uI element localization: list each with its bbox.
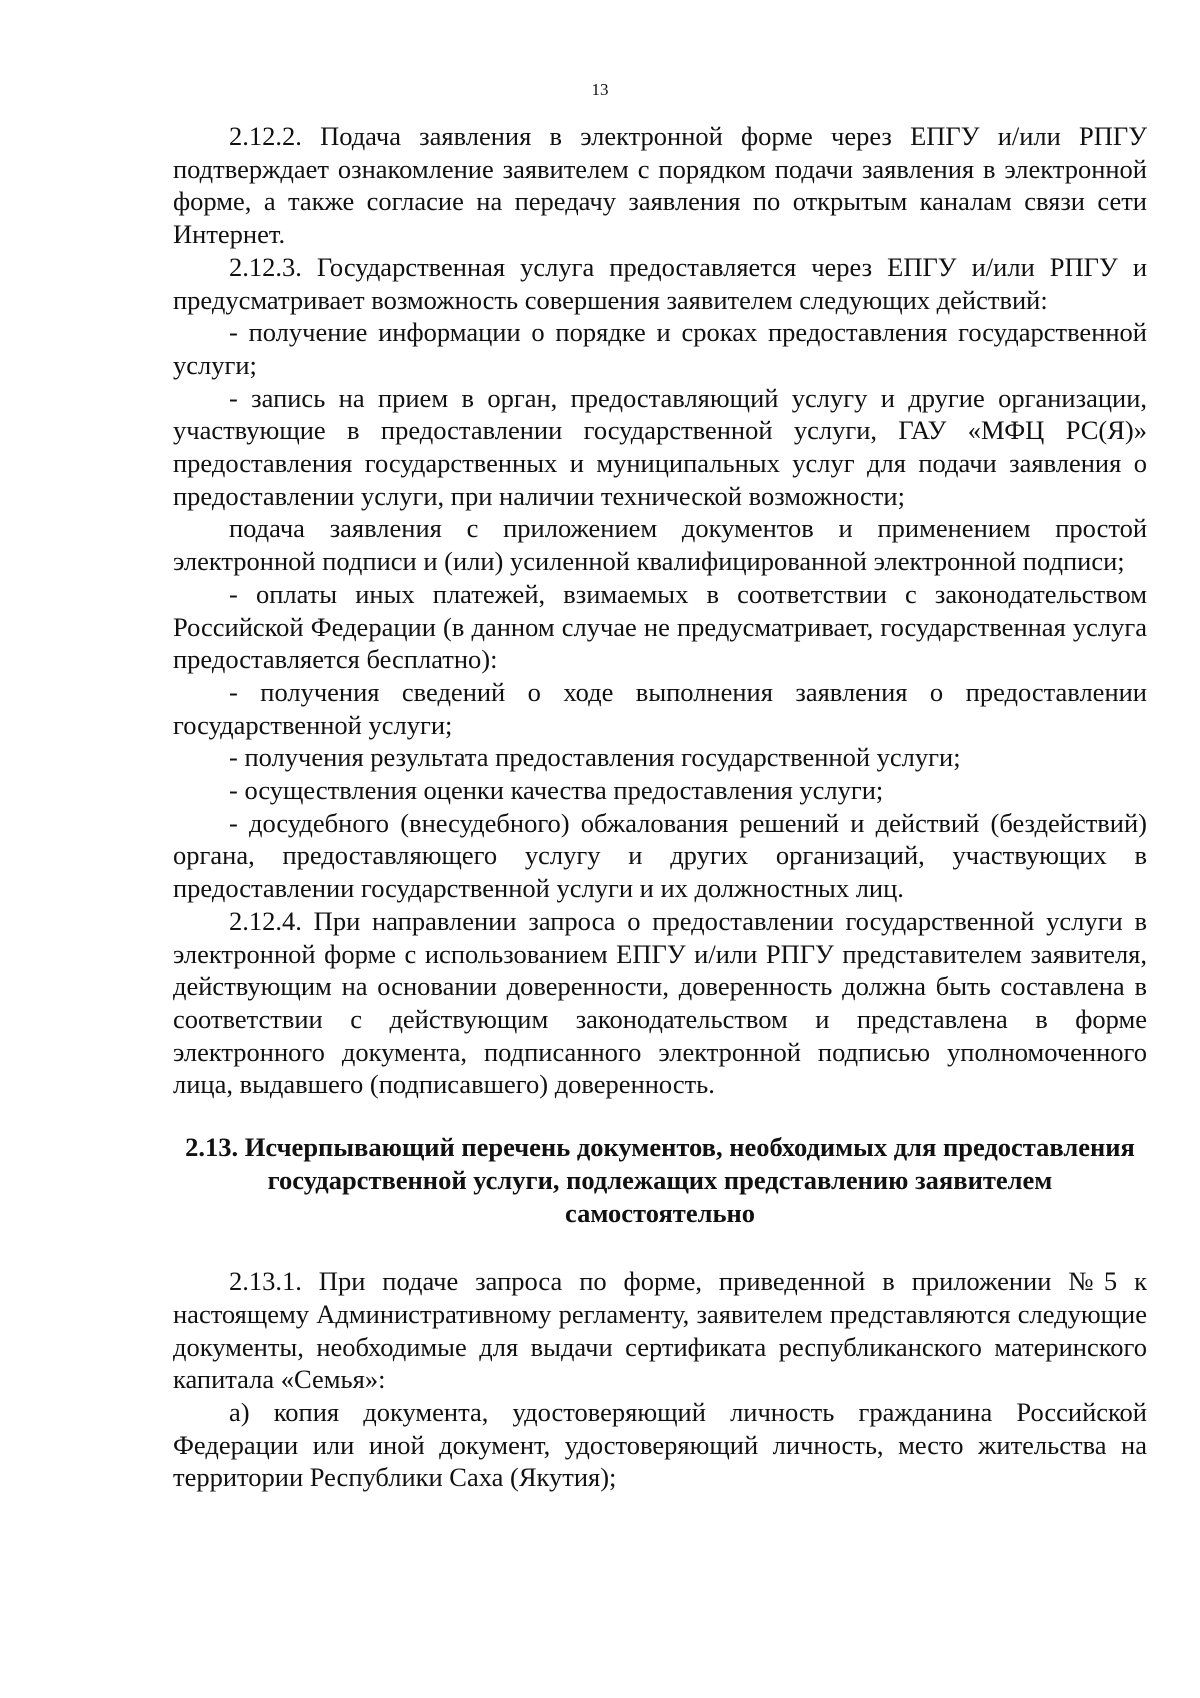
paragraph-2-12-4: 2.12.4. При направлении запроса о предоставлении государственной услуги в электронной форме с использованием ЕПГУ и/или РПГУ представителем заявителя, действующим на основании доверенности, доверенность должна быть составлена в соответствии с действующим законодательством и представлена в форме электронного документа, подписанного электронной подписью уполномоченного лица, выдавшего (подписавшего) доверенность. (173, 905, 1147, 1100)
list-item-a: а) копия документа, удостоверяющий личность гражданина Российской Федерации или иной документ, удостоверяющий личность, место жительства на территории Республики Саха (Якутия); (173, 1397, 1147, 1493)
section-heading-2-13: 2.13. Исчерпывающий перечень документов, необходимых для предоставления государственной услуги, подлежащих представлению заявителем самостоятельно (185, 1132, 1135, 1228)
list-item-info: - получение информации о порядке и сроках предоставления государственной услуги; (173, 317, 1147, 380)
list-item-payments: - оплаты иных платежей, взимаемых в соответствии с законодательством Российской Федерации (в данном случае не предусматривает, государственная услуга предоставляется бесплатно): (173, 578, 1147, 675)
paragraph-2-12-3: 2.12.3. Государственная услуга предоставляется через ЕПГУ и/или РПГУ и предусматривает возможность совершения заявителем следующих действий: (173, 251, 1147, 315)
paragraph-2-13-1: 2.13.1. При подаче запроса по форме, приведенной в приложении №5 к настоящему Административному регламенту, заявителем представляются следующие документы, необходимые для выдачи сертификата республиканского материнского капитала «Семья»: (173, 1266, 1147, 1395)
list-item-submission: подача заявления с приложением документов и применением простой электронной подписи и (или) усиленной квалифицированной электронной подписи; (173, 513, 1147, 577)
list-item-quality: - осуществления оценки качества предоставления услуги; (229, 775, 884, 806)
list-item-appeal: - досудебного (внесудебного) обжалования решений и действий (бездействий) органа, предоставляющего услугу и других организаций, участвующих в предоставлении государственной услуги и их должностных лиц. (173, 807, 1147, 904)
page-number: 13 (591, 80, 609, 99)
list-item-appointment: - запись на прием в орган, предоставляющий услугу и другие организации, участвующие в предоставлении государственной услуги, ГАУ «МФЦ РС(Я)» предоставления государственных и муниципальных услуг для подачи заявления о предоставлении услуги, при наличии технической возможности; (173, 382, 1147, 511)
document-body (173, 120, 1147, 1494)
paragraph-2-12-2: 2.12.2. Подача заявления в электронной форме через ЕПГУ и/или РПГУ подтверждает ознакомление заявителем с порядком подачи заявления в электронной форме, а также согласие на передачу заявления по открытым каналам связи сети Интернет. (173, 121, 1147, 250)
list-item-result: - получения результата предоставления государственной услуги; (229, 742, 961, 773)
list-item-status: - получения сведений о ходе выполнения заявления о предоставлении государственной услуги; (173, 676, 1147, 740)
